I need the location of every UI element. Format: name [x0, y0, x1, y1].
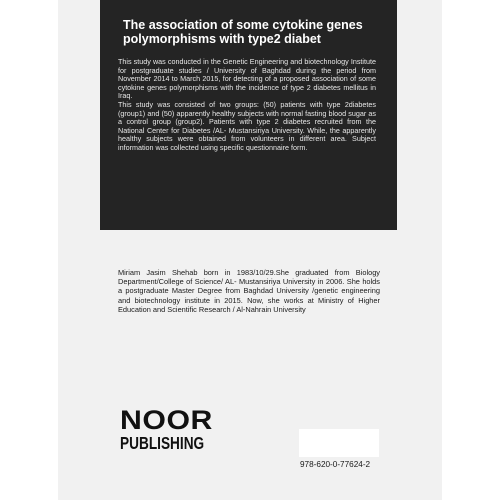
book-title: The association of some cytokine genes polymorphisms with type2 diabet: [123, 18, 363, 46]
publisher-logo-line1: NOOR: [120, 405, 213, 435]
publisher-logo-line2: PUBLISHING: [120, 433, 205, 453]
publisher-logo: [120, 405, 228, 454]
abstract-paragraph: This study was conducted in the Genetic Engineering and biotechnology Institute for postgraduate studies / University of Baghdad during the period from November 2014 to March 2015, for detecting of a proposed association of some cytokine genes polymorphisms with the incidence of type 2 diabetes mellitus in Iraq.: [118, 57, 376, 101]
abstract-paragraph: This study was consisted of two groups: (50) patients with type 2diabetes (group1) and (50) apparently healthy subjects with normal fasting blood sugar as a control group (group2). Patients with type 2 diabetes recruited from the National Center for Diabetes /AL- Mustansiriya University. While, the apparently healthy subjects were obtained from volunteers in different area. Subject information was collected using specific questionnaire form.: [118, 99, 376, 152]
book-abstract: [118, 58, 376, 153]
author-bio: Miriam Jasim Shehab born in 1983/10/29.She graduated from Biology Department/College of Science/ AL- Mustansiriya University in 2006. She holds a postgraduate Master Degree from Baghdad University /genetic engineering and biotechnology institute in 2015. Now, she works at Ministry of Higher Education and Scientific Research / Al-Nahrain University: [118, 268, 380, 314]
barcode-area: [299, 429, 379, 457]
isbn-number: 978-620-0-77624-2: [300, 460, 371, 469]
